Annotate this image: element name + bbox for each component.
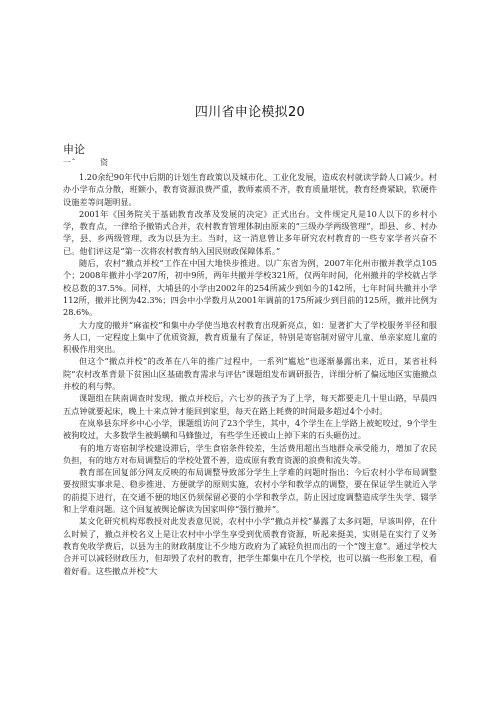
paragraph: 但这个“撤点并校”的改革在八年的推广过程中，一系列“尴尬”也逐渐暴露出来，近日，某省社科院“农村改革背景下贫困山区基础教育需求与评估”课题组发布调研报告，详细分析了偏远地区实施撤点并校的利与弊。 [63, 356, 437, 392]
paragraph: 某文化研究机构郑教授对此发表意见说，农村中小学“撤点并校”暴露了太多问题，早该叫停，在什么时候了，撤点并校名义上是让农村中小学生享受到优质教育资源，听起来挺美，实则是在实行了义务教育免收学费后，以县为主的财政制度让不少地方政府为了减轻负担而出的一个“馊主意”。通过学校大合并可以减轻财政压力，但却毁了农村的教育，把学生都集中在几个学校，也可以搞一些形象工程，看着好看。这些撤点并校“大 [63, 516, 437, 576]
document-title: 四川省申论模拟20 [194, 105, 306, 120]
section-heading: 申论 [63, 143, 85, 156]
subheading-right: 资 [100, 158, 109, 167]
paragraph: 2001年《国务院关于基础教育改革及发展的决定》正式出台。文件规定凡是10人以下的乡村小学，教育点，一律给予撤销式合并，农村教育管理体制由原来的“三级办学两级管理”，即县、乡、村办学，县、乡两级管理，改为以县为主。当时，这一消息曾让多年研究农村教育的一些专家学者兴奋不已。他们评这是“第一次将农村教育纳入国民财政保障体系。” [63, 208, 437, 256]
document-body [63, 171, 437, 577]
subheading [63, 157, 109, 168]
paragraph: 1.20余纪90年代中后期的计划生育政策以及城市化、工业化发展，造成农村就读学龄人口减少。村办小学布点分散，班额小，教育资源浪费严重，教师素质不齐，教育质量堪忧，教育经费紧缺，软硬件设施差等问题明显。 [63, 172, 437, 207]
paragraph: 大力度的撤并“麻雀校”和集中办学使当地农村教育出现新亮点，如：显著扩大了学校服务半径和服务人口，一定程度上集中了优质资源，教育质量有了保证，特别是寄宿制对留守儿童、单亲家庭儿童的积极作用突出。 [63, 319, 437, 355]
paragraph: 课题组在陕南调查时发现，撤点并校后，六七岁的孩子为了上学，每天都要走几十里山路，早晨四五点钟就要起床，晚上十来点钟才能回到家里，每天在路上耗费的时间最多超过4个小时。 [63, 393, 437, 416]
paragraph: 有的地方寄宿制学校建设滞后，学生食宿条件较差，生活费用超出当地群众承受能力，增加了农民负担，有的地方对布局调整后的学校处置不善，造成原有教育资源的浪费和流失等。 [63, 442, 437, 465]
paragraph: 随后，农村“撤点并校”工作在中国大地快步推进。以广东省为例，2007年化州市撤并教学点105个；2008年撤并小学207所，初中9所，两年共撤并学校321所，仅两年时间，化州撤并的学校就占学校总数的37.5%。同样，大埔县的小学由2002年的254所减少到如今的142所，七年时间共撤并小学112所，撤并比例为42.3%；四会中小学数月从2001年调前的175所减少到目前的125所，撤并比例为28.6%。 [63, 258, 437, 318]
subheading-left: 一ˆ [63, 158, 76, 167]
paragraph: 教育部在回复部分网友反映的布局调整导致部分学生上学难的问题时指出：今后农村小学布局调整要按照实事求是、稳步推进、方便就学的原则实施，农村小学和教学点的调整，要在保证学生就近入学的前提下进行，在交通不便的地区仍须保留必要的小学和教学点，防止因过度调整造成学生失学、辍学和上学难问题。这个回复被舆论解读为国家叫停“强行撤并”。 [63, 467, 437, 515]
paragraph: 在岚皋县东坪乡中心小学，课题组访问了23个学生，其中，4个学生在上学路上被蛇咬过，9个学生被狗咬过，大多数学生被蚂蟥和马蜂蛰过，有些学生还被山上掉下来的石头砸伤过。 [63, 417, 437, 441]
